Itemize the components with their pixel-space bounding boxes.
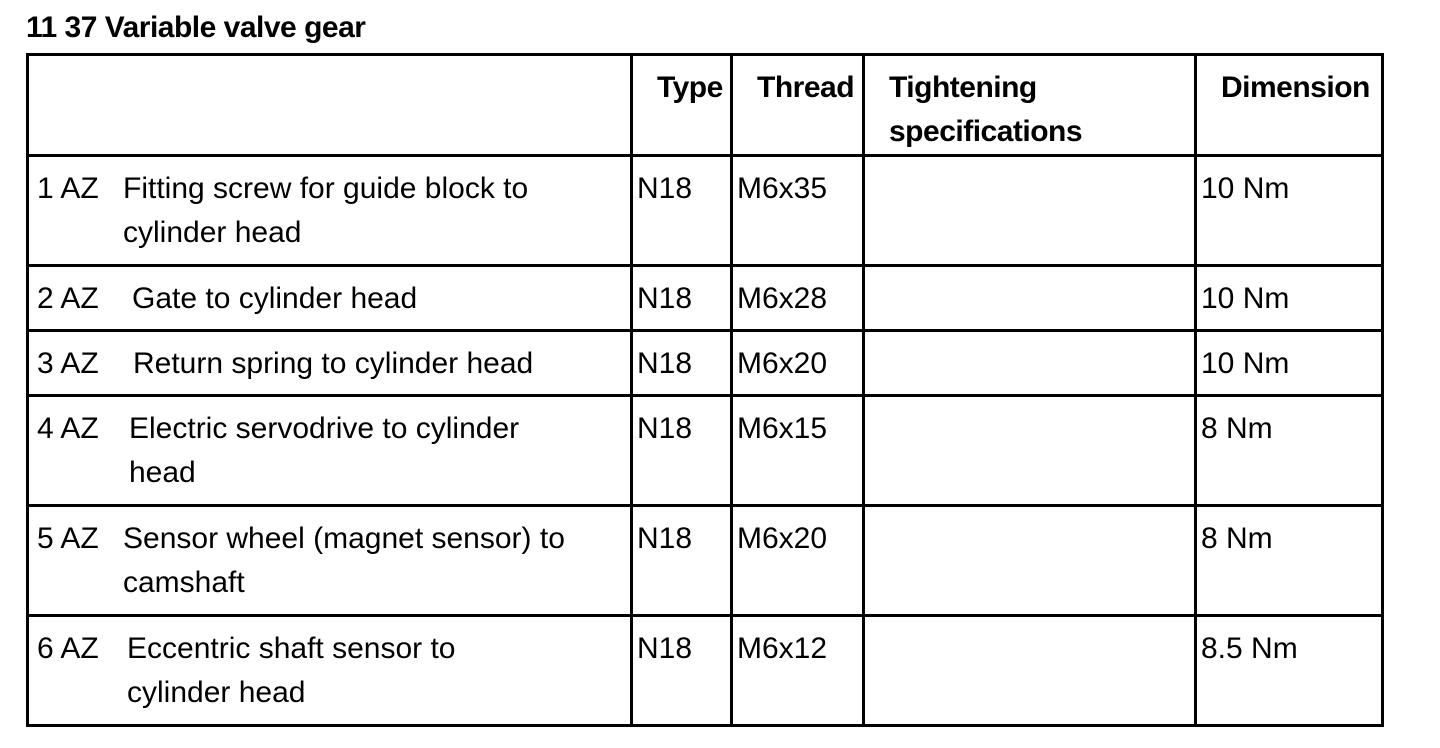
header-blank [28,55,632,156]
type-value: N18 [637,522,693,555]
type-value: N18 [637,282,693,315]
type-cell [632,506,732,616]
thread-cell [732,506,864,616]
tightening-cell [864,266,1196,331]
type-cell [632,331,732,396]
thread-cell [732,616,864,726]
thread-cell [732,331,864,396]
table-row [28,266,1383,331]
item-cell [28,331,632,396]
tightening-value [865,267,1194,277]
tightening-cell [864,506,1196,616]
type-cell [632,156,732,266]
thread-value: M6x28 [737,282,828,315]
item-description: Return spring to cylinder head [133,347,534,380]
thread-value: M6x35 [737,172,828,205]
item-cell [28,266,632,331]
position-label: 5 AZ [37,522,99,555]
thread-cell [732,396,864,506]
header-dimension-label: Dimension [1221,71,1370,104]
dimension-cell [1196,396,1383,506]
table-row [28,331,1383,396]
thread-value: M6x12 [737,632,828,665]
item-cell [28,156,632,266]
dimension-value: 8 Nm [1201,522,1273,555]
tightening-value [865,617,1194,627]
header-dimension [1196,55,1383,156]
type-cell [632,616,732,726]
position-label: 3 AZ [37,347,99,380]
item-description: Electric servodrive to cylinder head [129,412,520,489]
tightening-value [865,397,1194,407]
dimension-cell [1196,616,1383,726]
tightening-cell [864,616,1196,726]
type-cell [632,396,732,506]
tightening-cell [864,156,1196,266]
position-label: 4 AZ [37,412,99,445]
dimension-cell [1196,331,1383,396]
header-thread [732,55,864,156]
item-cell [28,616,632,726]
thread-cell [732,156,864,266]
thread-value: M6x20 [737,347,828,380]
tightening-cell [864,396,1196,506]
dimension-value: 8 Nm [1201,412,1273,445]
item-description: Gate to cylinder head [132,282,418,315]
tightening-value [865,157,1194,167]
type-value: N18 [637,347,693,380]
dimension-cell [1196,156,1383,266]
table-row [28,506,1383,616]
item-description: Fitting screw for guide block to cylinder head [123,172,529,249]
thread-value: M6x20 [737,522,828,555]
item-description: Eccentric shaft sensor to cylinder head [127,632,456,709]
table-row [28,616,1383,726]
header-tightening-label: Tightening specifications [889,71,1083,148]
position-label: 2 AZ [37,282,99,315]
position-label: 1 AZ [37,172,99,205]
type-cell [632,266,732,331]
dimension-value: 8.5 Nm [1201,632,1298,665]
table-row [28,156,1383,266]
dimension-value: 10 Nm [1201,347,1290,380]
item-description: Sensor wheel (magnet sensor) to camshaft [123,522,565,599]
dimension-cell [1196,506,1383,616]
header-thread-label: Thread [757,71,855,104]
page-title: 11 37 Variable valve gear [26,11,366,44]
dimension-cell [1196,266,1383,331]
dimension-value: 10 Nm [1201,282,1290,315]
item-cell [28,396,632,506]
header-type-label: Type [657,71,723,104]
tightening-cell [864,331,1196,396]
thread-value: M6x15 [737,412,828,445]
table-row [28,396,1383,506]
type-value: N18 [637,632,693,665]
dimension-value: 10 Nm [1201,172,1290,205]
tightening-value [865,332,1194,342]
header-tightening [864,55,1196,156]
type-value: N18 [637,172,693,205]
torque-table [26,53,1384,727]
type-value: N18 [637,412,693,445]
item-cell [28,506,632,616]
thread-cell [732,266,864,331]
header-type [632,55,732,156]
tightening-value [865,507,1194,517]
position-label: 6 AZ [37,632,99,665]
table-header-row [28,55,1383,156]
